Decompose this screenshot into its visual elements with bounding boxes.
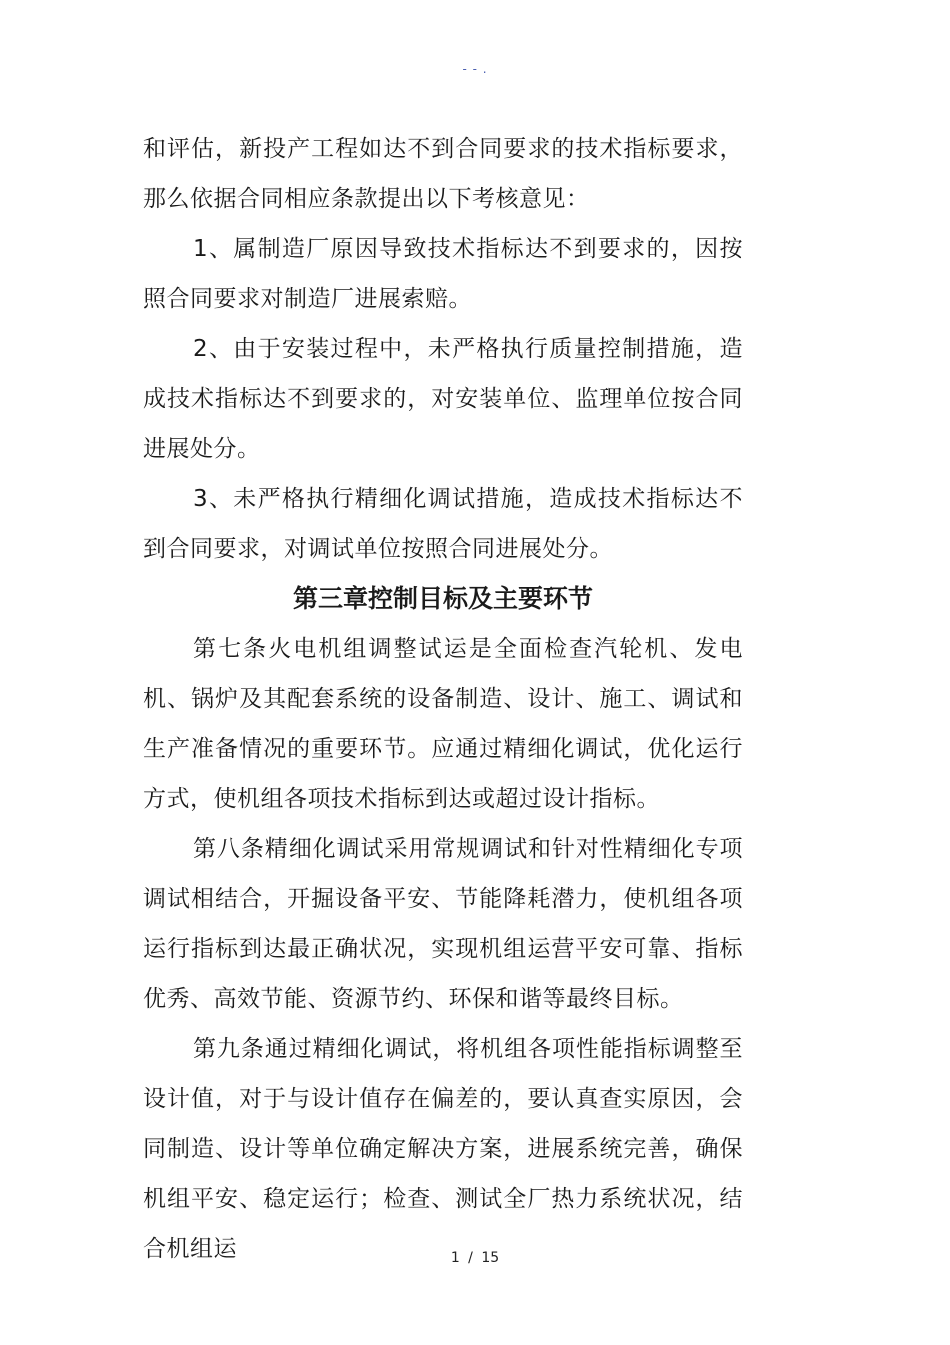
paragraph-item-3: 3、未严格执行精细化调试措施，造成技术指标达不到合同要求，对调试单位按照合同进展处分。 [143, 486, 743, 562]
paragraph-continuation: 和评估，新投产工程如达不到合同要求的技术指标要求，那么依据合同相应条款提出以下考核意见： [143, 136, 743, 212]
header-mark: - - . [462, 62, 488, 76]
page-number: 1 / 15 [450, 1250, 500, 1266]
article-8: 第八条精细化调试采用常规调试和针对性精细化专项调试相结合，开掘设备平安、节能降耗潜力，使机组各项运行指标到达最正确状况，实现机组运营平安可靠、指标优秀、高效节能、资源节约、环保和谐等最终目标。 [143, 836, 743, 1012]
article-9: 第九条通过精细化调试，将机组各项性能指标调整至设计值，对于与设计值存在偏差的，要认真查实原因，会同制造、设计等单位确定解决方案，进展系统完善，确保机组平安、稳定运行；检查、测试全厂热力系统状况，结合机组运 [143, 1036, 743, 1262]
paragraph-item-1: 1、属制造厂原因导致技术指标达不到要求的，因按照合同要求对制造厂进展索赔。 [143, 236, 743, 312]
chapter-title: 第三章控制目标及主要环节 [292, 584, 593, 613]
document-body [143, 124, 743, 1274]
paragraph-item-2: 2、由于安装过程中，未严格执行质量控制措施，造成技术指标达不到要求的，对安装单位、监理单位按合同进展处分。 [143, 336, 743, 462]
article-7: 第七条火电机组调整试运是全面检查汽轮机、发电机、锅炉及其配套系统的设备制造、设计、施工、调试和生产准备情况的重要环节。应通过精细化调试，优化运行方式，使机组各项技术指标到达或超过设计指标。 [143, 636, 743, 812]
